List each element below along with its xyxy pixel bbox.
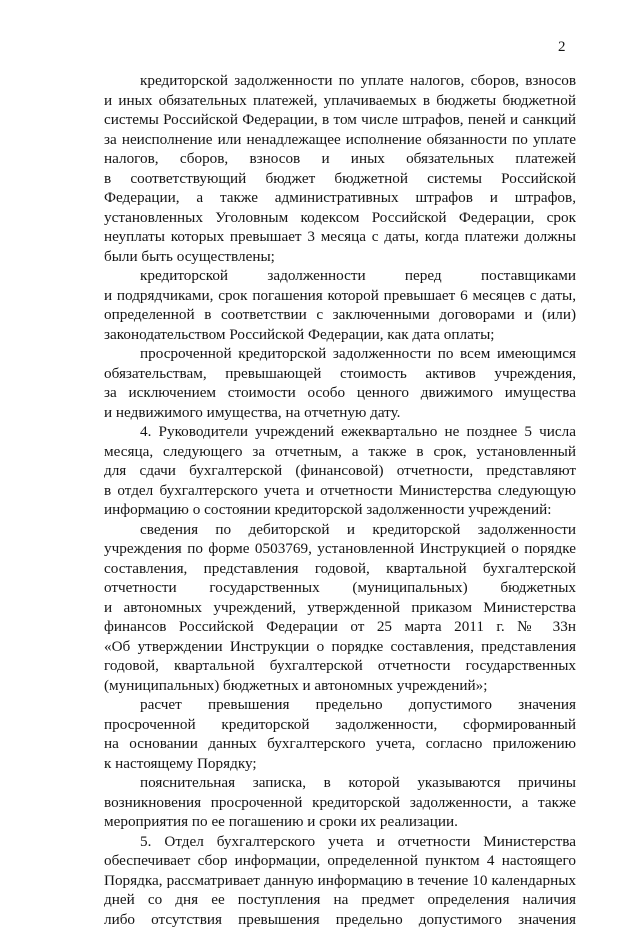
text-line: просроченной кредиторской задолженности, сформированный (104, 715, 576, 735)
text-line: и автономных учреждений, утвержденной приказом Министерства (104, 598, 576, 618)
text-line: пояснительная записка, в которой указываются причины (104, 773, 576, 793)
text-line: налогов, сборов, взносов и иных обязательных платежей (104, 149, 576, 169)
text-line: годовой, квартальной бухгалтерской отчетности государственных (104, 656, 576, 676)
text-line: «Об утверждении Инструкции о порядке составления, представления (104, 637, 576, 657)
text-line: в соответствующий бюджет бюджетной системы Российской (104, 169, 576, 189)
text-line: 4. Руководители учреждений ежеквартально не позднее 5 числа (104, 422, 576, 442)
text-line: Порядка, рассматривает данную информацию в течение 10 календарных (104, 871, 576, 891)
text-line: финансов Российской Федерации от 25 марта 2011 г. № 33н (104, 617, 576, 637)
text-line: за исключением стоимости особо ценного движимого имущества (104, 383, 576, 403)
text-line: и подрядчиками, срок погашения которой превышает 6 месяцев с даты, (104, 286, 576, 306)
text-line: законодательством Российской Федерации, как дата оплаты; (104, 325, 576, 345)
document-body (104, 71, 576, 929)
text-line: на основании данных бухгалтерского учета, согласно приложению (104, 734, 576, 754)
text-line: неуплаты которых превышает 3 месяца с даты, когда платежи должны (104, 227, 576, 247)
text-line: за неисполнение или ненадлежащее исполнение обязанности по уплате (104, 130, 576, 150)
text-line: были быть осуществлены; (104, 247, 576, 267)
text-line: просроченной кредиторской задолженности по всем имеющимся (104, 344, 576, 364)
text-line: расчет превышения предельно допустимого значения (104, 695, 576, 715)
text-line: системы Российской Федерации, в том числе штрафов, пеней и санкций (104, 110, 576, 130)
text-line: для сдачи бухгалтерской (финансовой) отчетности, представляют (104, 461, 576, 481)
text-line: определенной в соответствии с заключенными договорами и (или) (104, 305, 576, 325)
text-line: обязательствам, превышающей стоимость активов учреждения, (104, 364, 576, 384)
text-line: сведения по дебиторской и кредиторской задолженности (104, 520, 576, 540)
page-number: 2 (558, 38, 566, 56)
text-line: отчетности государственных (муниципальных) бюджетных (104, 578, 576, 598)
text-line: 5. Отдел бухгалтерского учета и отчетности Министерства (104, 832, 576, 852)
text-line: к настоящему Порядку; (104, 754, 576, 774)
text-line: кредиторской задолженности перед поставщиками (104, 266, 576, 286)
text-line: учреждения по форме 0503769, установленной Инструкцией о порядке (104, 539, 576, 559)
text-line: кредиторской задолженности по уплате налогов, сборов, взносов (104, 71, 576, 91)
text-line: в отдел бухгалтерского учета и отчетности Министерства следующую (104, 481, 576, 501)
text-line: и иных обязательных платежей, уплачиваемых в бюджеты бюджетной (104, 91, 576, 111)
text-line: мероприятия по ее погашению и сроки их реализации. (104, 812, 576, 832)
text-line: дней со дня ее поступления на предмет определения наличия (104, 890, 576, 910)
text-line: (муниципальных) бюджетных и автономных учреждений»; (104, 676, 576, 696)
text-line: месяца, следующего за отчетным, а также в срок, установленный (104, 442, 576, 462)
text-line: составления, представления годовой, квартальной бухгалтерской (104, 559, 576, 579)
text-line: установленных Уголовным кодексом Российской Федерации, срок (104, 208, 576, 228)
text-line: либо отсутствия превышения предельно допустимого значения (104, 910, 576, 929)
text-line: обеспечивает сбор информации, определенной пунктом 4 настоящего (104, 851, 576, 871)
text-line: Федерации, а также административных штрафов и штрафов, (104, 188, 576, 208)
text-line: информацию о состоянии кредиторской задолженности учреждений: (104, 500, 576, 520)
text-line: и недвижимого имущества, на отчетную дату. (104, 403, 576, 423)
text-line: возникновения просроченной кредиторской задолженности, а также (104, 793, 576, 813)
